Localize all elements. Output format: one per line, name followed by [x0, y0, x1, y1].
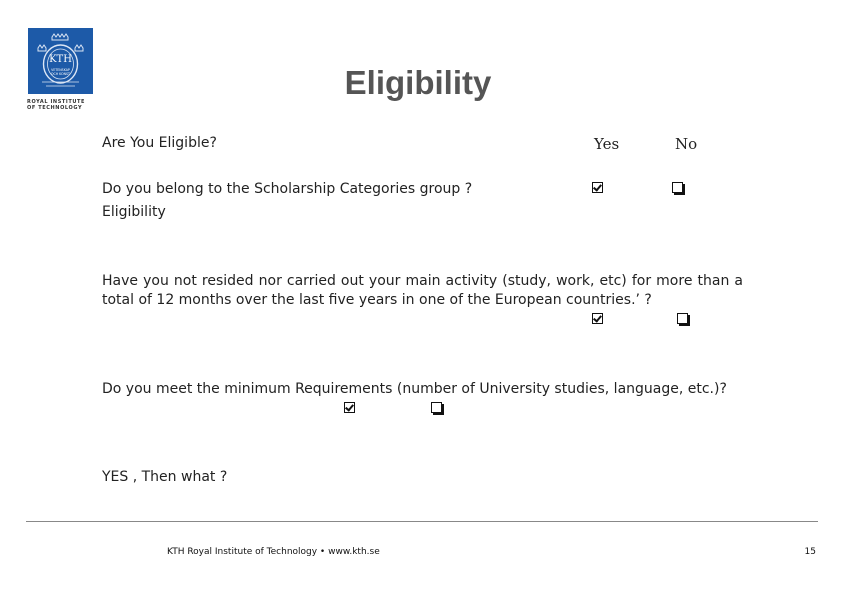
no-column-label: No [675, 135, 698, 153]
question-3-no-checkbox[interactable] [431, 402, 442, 413]
question-2-no-checkbox[interactable] [677, 313, 688, 324]
question-3-yes-checkbox[interactable] [344, 402, 355, 413]
closing-question: YES , Then what ? [102, 469, 228, 485]
svg-text:KTH: KTH [49, 54, 72, 65]
question-1-yes-checkbox[interactable] [592, 182, 603, 193]
footer-divider [26, 521, 818, 522]
question-2-text: Have you not resided nor carried out your main activity (study, work, etc) for more than a total of 12 months over the last five years in one of the European countries.’ ? [102, 273, 743, 308]
page-number: 15 [804, 547, 816, 557]
header-question: Are You Eligible? [102, 135, 217, 151]
svg-text:VETENSKAP: VETENSKAP [51, 68, 70, 72]
question-1-subtext: Eligibility [102, 204, 166, 220]
question-2-yes-checkbox[interactable] [592, 313, 603, 324]
logo-caption-line1: ROYAL INSTITUTE [27, 99, 86, 105]
yes-column-label: Yes [594, 135, 620, 153]
question-3-text: Do you meet the minimum Requirements (number of University studies, language, etc.)? [102, 381, 727, 397]
question-1-no-checkbox[interactable] [672, 182, 683, 193]
logo-caption-line2: OF TECHNOLOGY [27, 105, 83, 111]
question-1 [102, 179, 562, 222]
page-title-text: Eligibility [344, 64, 492, 101]
svg-text:OCH KONST: OCH KONST [51, 72, 70, 76]
footer-text: KTH Royal Institute of Technology • www.kth.se [167, 547, 380, 557]
question-1-text: Do you belong to the Scholarship Categories group ? [102, 181, 473, 197]
page-title [0, 64, 842, 102]
